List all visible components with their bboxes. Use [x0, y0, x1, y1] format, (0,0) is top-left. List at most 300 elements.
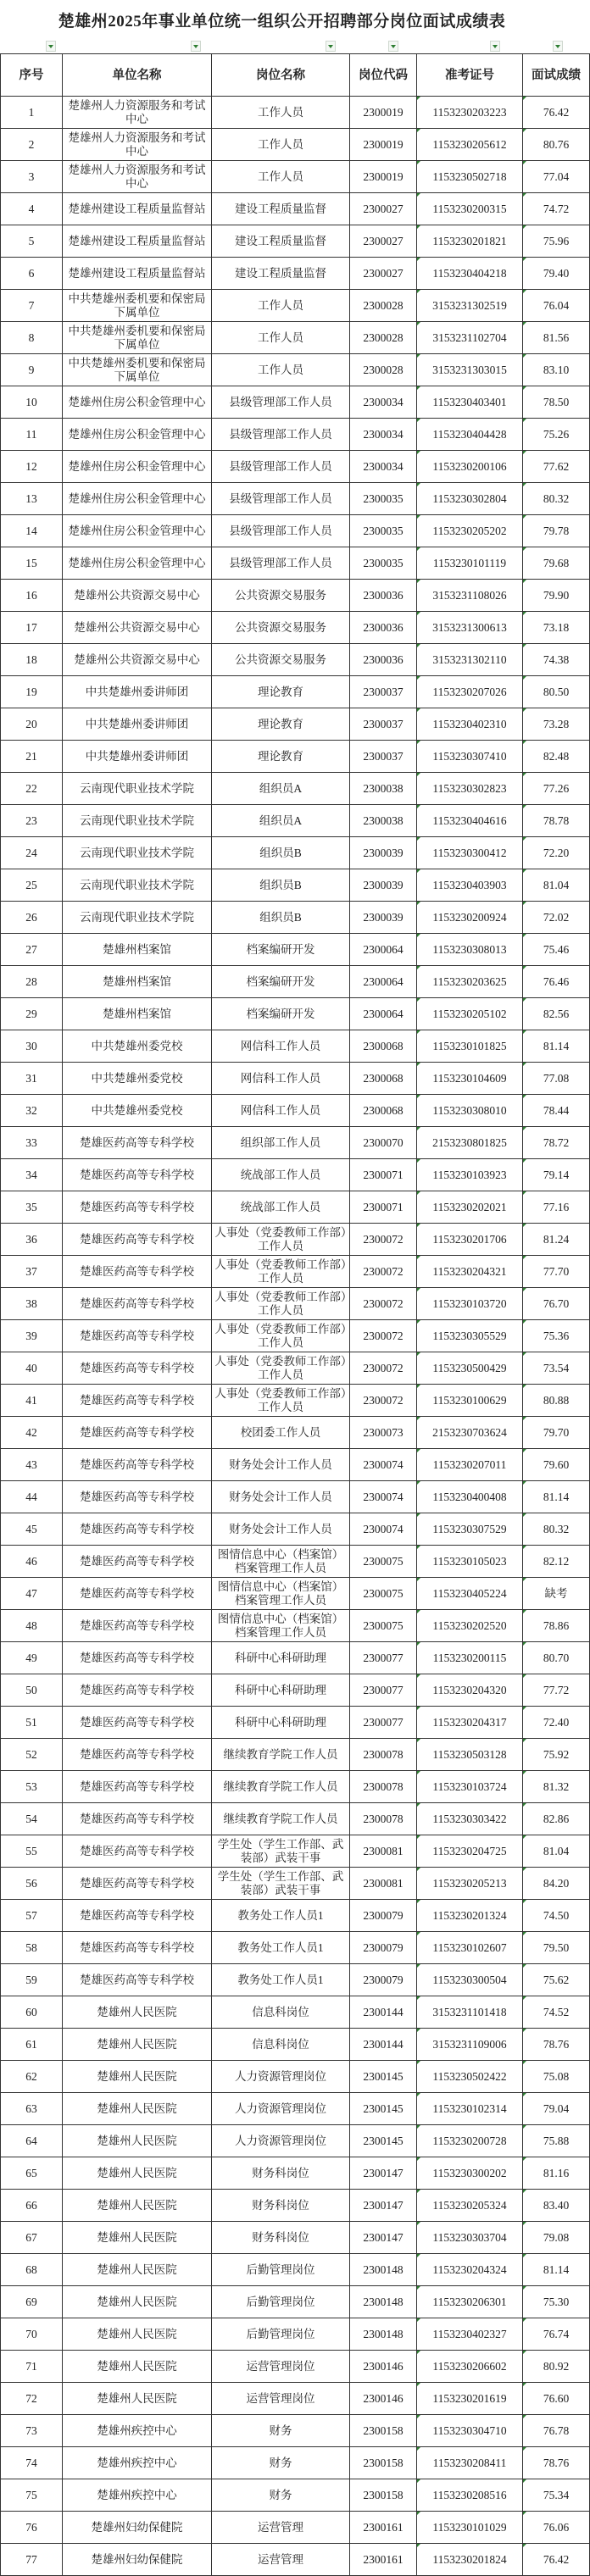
cell-ticket-number[interactable]: 1153230100629	[417, 1385, 523, 1417]
cell-position-code[interactable]: 2300036	[350, 644, 417, 676]
cell-ticket-number[interactable]: 3153231101418	[417, 1996, 523, 2029]
cell-position-code[interactable]: 2300039	[350, 869, 417, 902]
cell-index[interactable]: 7	[1, 290, 63, 322]
cell-index[interactable]: 18	[1, 644, 63, 676]
cell-score[interactable]: 76.60	[523, 2383, 590, 2415]
cell-position-name[interactable]: 财务处会计工作人员	[212, 1513, 350, 1546]
cell-position-code[interactable]: 2300161	[350, 2512, 417, 2544]
filter-dropdown-icon[interactable]	[553, 41, 563, 52]
cell-score[interactable]: 77.16	[523, 1191, 590, 1224]
cell-position-code[interactable]: 2300144	[350, 2029, 417, 2061]
cell-unit-name[interactable]: 楚雄州人民医院	[63, 2029, 212, 2061]
cell-score[interactable]: 77.72	[523, 1674, 590, 1707]
cell-unit-name[interactable]: 楚雄州人民医院	[63, 2286, 212, 2318]
cell-unit-name[interactable]: 楚雄州人民医院	[63, 2222, 212, 2254]
cell-ticket-number[interactable]: 1153230404428	[417, 419, 523, 451]
cell-position-code[interactable]: 2300036	[350, 580, 417, 612]
cell-score[interactable]: 75.30	[523, 2286, 590, 2318]
cell-position-name[interactable]: 财务科岗位	[212, 2157, 350, 2190]
cell-index[interactable]: 50	[1, 1674, 63, 1707]
cell-position-code[interactable]: 2300081	[350, 1835, 417, 1868]
cell-index[interactable]: 76	[1, 2512, 63, 2544]
col-header-position-code[interactable]: 岗位代码	[350, 54, 417, 97]
cell-index[interactable]: 19	[1, 676, 63, 708]
cell-unit-name[interactable]: 楚雄医药高等专科学校	[63, 1320, 212, 1352]
filter-dropdown-icon[interactable]	[326, 41, 336, 52]
cell-score[interactable]: 81.04	[523, 869, 590, 902]
cell-position-code[interactable]: 2300078	[350, 1739, 417, 1771]
cell-position-code[interactable]: 2300072	[350, 1224, 417, 1256]
cell-unit-name[interactable]: 楚雄州档案馆	[63, 966, 212, 998]
cell-ticket-number[interactable]: 1153230304710	[417, 2415, 523, 2447]
cell-position-code[interactable]: 2300079	[350, 1932, 417, 1964]
cell-index[interactable]: 34	[1, 1159, 63, 1191]
cell-index[interactable]: 41	[1, 1385, 63, 1417]
cell-ticket-number[interactable]: 1153230205213	[417, 1868, 523, 1900]
cell-score[interactable]: 77.70	[523, 1256, 590, 1288]
cell-ticket-number[interactable]: 1153230403903	[417, 869, 523, 902]
cell-position-code[interactable]: 2300145	[350, 2093, 417, 2125]
cell-unit-name[interactable]: 楚雄州妇幼保健院	[63, 2512, 212, 2544]
cell-position-name[interactable]: 建设工程质量监督	[212, 193, 350, 225]
cell-score[interactable]: 80.70	[523, 1642, 590, 1674]
cell-ticket-number[interactable]: 1153230200728	[417, 2125, 523, 2157]
cell-position-code[interactable]: 2300070	[350, 1127, 417, 1159]
cell-unit-name[interactable]: 楚雄州公共资源交易中心	[63, 644, 212, 676]
cell-index[interactable]: 39	[1, 1320, 63, 1352]
cell-position-code[interactable]: 2300035	[350, 547, 417, 580]
cell-ticket-number[interactable]: 1153230308013	[417, 934, 523, 966]
cell-position-code[interactable]: 2300037	[350, 741, 417, 773]
cell-score[interactable]: 80.88	[523, 1385, 590, 1417]
cell-position-code[interactable]: 2300078	[350, 1771, 417, 1803]
cell-unit-name[interactable]: 云南现代职业技术学院	[63, 837, 212, 869]
cell-score[interactable]: 81.04	[523, 1835, 590, 1868]
cell-position-code[interactable]: 2300064	[350, 966, 417, 998]
cell-position-code[interactable]: 2300073	[350, 1417, 417, 1449]
cell-position-code[interactable]: 2300028	[350, 290, 417, 322]
cell-index[interactable]: 56	[1, 1868, 63, 1900]
col-header-unit[interactable]: 单位名称	[63, 54, 212, 97]
cell-score[interactable]: 76.46	[523, 966, 590, 998]
cell-score[interactable]: 79.04	[523, 2093, 590, 2125]
cell-index[interactable]: 20	[1, 708, 63, 741]
cell-position-code[interactable]: 2300072	[350, 1320, 417, 1352]
cell-position-name[interactable]: 校团委工作人员	[212, 1417, 350, 1449]
cell-ticket-number[interactable]: 1153230204317	[417, 1707, 523, 1739]
cell-index[interactable]: 32	[1, 1095, 63, 1127]
cell-position-name[interactable]: 组织员B	[212, 869, 350, 902]
cell-unit-name[interactable]: 楚雄州建设工程质量监督站	[63, 225, 212, 258]
cell-score[interactable]: 74.72	[523, 193, 590, 225]
cell-score[interactable]: 76.04	[523, 290, 590, 322]
cell-ticket-number[interactable]: 1153230101825	[417, 1030, 523, 1063]
cell-index[interactable]: 43	[1, 1449, 63, 1481]
cell-unit-name[interactable]: 楚雄医药高等专科学校	[63, 1771, 212, 1803]
cell-position-code[interactable]: 2300075	[350, 1610, 417, 1642]
cell-position-code[interactable]: 2300027	[350, 258, 417, 290]
cell-ticket-number[interactable]: 1153230300412	[417, 837, 523, 869]
cell-index[interactable]: 57	[1, 1900, 63, 1932]
cell-position-name[interactable]: 教务处工作人员1	[212, 1932, 350, 1964]
cell-position-code[interactable]: 2300038	[350, 773, 417, 805]
cell-unit-name[interactable]: 中共楚雄州委党校	[63, 1030, 212, 1063]
cell-position-name[interactable]: 运营管理	[212, 2544, 350, 2576]
cell-ticket-number[interactable]: 3153231300613	[417, 612, 523, 644]
cell-score[interactable]: 75.46	[523, 934, 590, 966]
cell-unit-name[interactable]: 楚雄医药高等专科学校	[63, 1964, 212, 1996]
cell-index[interactable]: 60	[1, 1996, 63, 2029]
cell-score[interactable]: 75.34	[523, 2479, 590, 2512]
cell-index[interactable]: 54	[1, 1803, 63, 1835]
cell-position-name[interactable]: 组织员B	[212, 837, 350, 869]
cell-position-name[interactable]: 教务处工作人员1	[212, 1964, 350, 1996]
cell-unit-name[interactable]: 楚雄医药高等专科学校	[63, 1481, 212, 1513]
cell-index[interactable]: 74	[1, 2447, 63, 2479]
cell-score[interactable]: 78.76	[523, 2029, 590, 2061]
cell-ticket-number[interactable]: 1153230206602	[417, 2351, 523, 2383]
cell-unit-name[interactable]: 楚雄医药高等专科学校	[63, 1932, 212, 1964]
cell-index[interactable]: 15	[1, 547, 63, 580]
cell-position-code[interactable]: 2300035	[350, 483, 417, 515]
cell-position-name[interactable]: 财务	[212, 2415, 350, 2447]
cell-position-code[interactable]: 2300028	[350, 354, 417, 386]
cell-unit-name[interactable]: 楚雄医药高等专科学校	[63, 1835, 212, 1868]
cell-unit-name[interactable]: 楚雄州住房公积金管理中心	[63, 483, 212, 515]
cell-index[interactable]: 66	[1, 2190, 63, 2222]
cell-ticket-number[interactable]: 1153230300202	[417, 2157, 523, 2190]
cell-position-code[interactable]: 2300146	[350, 2351, 417, 2383]
cell-ticket-number[interactable]: 1153230103720	[417, 1288, 523, 1320]
cell-position-code[interactable]: 2300039	[350, 837, 417, 869]
cell-position-name[interactable]: 工作人员	[212, 97, 350, 129]
cell-index[interactable]: 49	[1, 1642, 63, 1674]
cell-position-name[interactable]: 人力资源管理岗位	[212, 2061, 350, 2093]
cell-ticket-number[interactable]: 1153230102607	[417, 1932, 523, 1964]
cell-score[interactable]: 77.04	[523, 161, 590, 193]
cell-position-name[interactable]: 县级管理部工作人员	[212, 515, 350, 547]
cell-unit-name[interactable]: 云南现代职业技术学院	[63, 773, 212, 805]
col-header-index[interactable]: 序号	[1, 54, 63, 97]
cell-ticket-number[interactable]: 3153231108026	[417, 580, 523, 612]
cell-ticket-number[interactable]: 1153230201824	[417, 2544, 523, 2576]
cell-position-code[interactable]: 2300148	[350, 2286, 417, 2318]
cell-score[interactable]: 80.76	[523, 129, 590, 161]
cell-index[interactable]: 26	[1, 902, 63, 934]
cell-unit-name[interactable]: 楚雄医药高等专科学校	[63, 1803, 212, 1835]
cell-score[interactable]: 73.54	[523, 1352, 590, 1385]
cell-position-code[interactable]: 2300068	[350, 1030, 417, 1063]
cell-position-code[interactable]: 2300034	[350, 419, 417, 451]
cell-ticket-number[interactable]: 1153230101119	[417, 547, 523, 580]
cell-position-name[interactable]: 科研中心科研助理	[212, 1674, 350, 1707]
filter-dropdown-icon[interactable]	[388, 41, 398, 52]
cell-ticket-number[interactable]: 1153230104609	[417, 1063, 523, 1095]
cell-position-name[interactable]: 后勤管理岗位	[212, 2318, 350, 2351]
cell-unit-name[interactable]: 楚雄州住房公积金管理中心	[63, 386, 212, 419]
cell-position-name[interactable]: 运营管理	[212, 2512, 350, 2544]
cell-position-name[interactable]: 后勤管理岗位	[212, 2286, 350, 2318]
cell-score[interactable]: 76.42	[523, 2544, 590, 2576]
cell-index[interactable]: 53	[1, 1771, 63, 1803]
cell-index[interactable]: 8	[1, 322, 63, 354]
cell-position-code[interactable]: 2300064	[350, 934, 417, 966]
cell-index[interactable]: 72	[1, 2383, 63, 2415]
cell-position-name[interactable]: 财务	[212, 2479, 350, 2512]
cell-position-name[interactable]: 县级管理部工作人员	[212, 547, 350, 580]
cell-score[interactable]: 78.76	[523, 2447, 590, 2479]
cell-position-code[interactable]: 2300147	[350, 2157, 417, 2190]
cell-unit-name[interactable]: 楚雄州人民医院	[63, 2351, 212, 2383]
cell-position-name[interactable]: 财务	[212, 2447, 350, 2479]
cell-unit-name[interactable]: 中共楚雄州委机要和保密局下属单位	[63, 322, 212, 354]
cell-ticket-number[interactable]: 1153230201619	[417, 2383, 523, 2415]
cell-position-code[interactable]: 2300072	[350, 1256, 417, 1288]
cell-position-name[interactable]: 统战部工作人员	[212, 1191, 350, 1224]
cell-index[interactable]: 9	[1, 354, 63, 386]
cell-position-name[interactable]: 人力资源管理岗位	[212, 2093, 350, 2125]
cell-position-code[interactable]: 2300077	[350, 1674, 417, 1707]
cell-ticket-number[interactable]: 1153230503128	[417, 1739, 523, 1771]
cell-position-name[interactable]: 统战部工作人员	[212, 1159, 350, 1191]
cell-index[interactable]: 42	[1, 1417, 63, 1449]
cell-ticket-number[interactable]: 1153230403401	[417, 386, 523, 419]
cell-index[interactable]: 13	[1, 483, 63, 515]
cell-position-code[interactable]: 2300072	[350, 1288, 417, 1320]
cell-index[interactable]: 5	[1, 225, 63, 258]
cell-ticket-number[interactable]: 1153230207026	[417, 676, 523, 708]
cell-unit-name[interactable]: 楚雄州人民医院	[63, 2157, 212, 2190]
cell-score[interactable]: 80.32	[523, 1513, 590, 1546]
cell-position-name[interactable]: 档案编研开发	[212, 966, 350, 998]
cell-index[interactable]: 37	[1, 1256, 63, 1288]
cell-unit-name[interactable]: 楚雄州住房公积金管理中心	[63, 419, 212, 451]
cell-ticket-number[interactable]: 2153230801825	[417, 1127, 523, 1159]
cell-index[interactable]: 28	[1, 966, 63, 998]
cell-position-name[interactable]: 科研中心科研助理	[212, 1707, 350, 1739]
cell-ticket-number[interactable]: 1153230302804	[417, 483, 523, 515]
cell-unit-name[interactable]: 楚雄医药高等专科学校	[63, 1642, 212, 1674]
cell-ticket-number[interactable]: 1153230203223	[417, 97, 523, 129]
cell-position-code[interactable]: 2300037	[350, 708, 417, 741]
cell-unit-name[interactable]: 楚雄州人力资源服务和考试中心	[63, 129, 212, 161]
cell-ticket-number[interactable]: 3153231303015	[417, 354, 523, 386]
cell-index[interactable]: 24	[1, 837, 63, 869]
cell-position-code[interactable]: 2300039	[350, 902, 417, 934]
cell-position-code[interactable]: 2300158	[350, 2415, 417, 2447]
cell-ticket-number[interactable]: 1153230303704	[417, 2222, 523, 2254]
cell-unit-name[interactable]: 中共楚雄州委党校	[63, 1095, 212, 1127]
cell-unit-name[interactable]: 楚雄州档案馆	[63, 998, 212, 1030]
cell-unit-name[interactable]: 楚雄医药高等专科学校	[63, 1610, 212, 1642]
cell-unit-name[interactable]: 楚雄医药高等专科学校	[63, 1224, 212, 1256]
cell-position-name[interactable]: 网信科工作人员	[212, 1030, 350, 1063]
cell-unit-name[interactable]: 中共楚雄州委机要和保密局下属单位	[63, 290, 212, 322]
cell-unit-name[interactable]: 楚雄医药高等专科学校	[63, 1900, 212, 1932]
cell-position-name[interactable]: 公共资源交易服务	[212, 612, 350, 644]
cell-score[interactable]: 83.10	[523, 354, 590, 386]
cell-index[interactable]: 30	[1, 1030, 63, 1063]
cell-ticket-number[interactable]: 1153230202520	[417, 1610, 523, 1642]
cell-score[interactable]: 80.92	[523, 2351, 590, 2383]
cell-score[interactable]: 79.50	[523, 1932, 590, 1964]
cell-index[interactable]: 55	[1, 1835, 63, 1868]
cell-index[interactable]: 29	[1, 998, 63, 1030]
cell-ticket-number[interactable]: 1153230300504	[417, 1964, 523, 1996]
cell-unit-name[interactable]: 云南现代职业技术学院	[63, 869, 212, 902]
cell-position-name[interactable]: 档案编研开发	[212, 998, 350, 1030]
cell-unit-name[interactable]: 楚雄医药高等专科学校	[63, 1127, 212, 1159]
cell-unit-name[interactable]: 楚雄医药高等专科学校	[63, 1288, 212, 1320]
cell-score[interactable]: 82.56	[523, 998, 590, 1030]
cell-index[interactable]: 14	[1, 515, 63, 547]
cell-position-name[interactable]: 人事处（党委教师工作部）工作人员	[212, 1224, 350, 1256]
cell-unit-name[interactable]: 中共楚雄州委党校	[63, 1063, 212, 1095]
cell-ticket-number[interactable]: 1153230502422	[417, 2061, 523, 2093]
cell-index[interactable]: 52	[1, 1739, 63, 1771]
cell-index[interactable]: 77	[1, 2544, 63, 2576]
cell-position-code[interactable]: 2300144	[350, 1996, 417, 2029]
cell-position-code[interactable]: 2300075	[350, 1578, 417, 1610]
cell-unit-name[interactable]: 楚雄医药高等专科学校	[63, 1449, 212, 1481]
col-header-position[interactable]: 岗位名称	[212, 54, 350, 97]
cell-position-name[interactable]: 理论教育	[212, 676, 350, 708]
cell-score[interactable]: 77.08	[523, 1063, 590, 1095]
cell-ticket-number[interactable]: 3153231109006	[417, 2029, 523, 2061]
cell-position-code[interactable]: 2300037	[350, 676, 417, 708]
cell-unit-name[interactable]: 楚雄州人民医院	[63, 2383, 212, 2415]
cell-ticket-number[interactable]: 1153230103923	[417, 1159, 523, 1191]
cell-unit-name[interactable]: 楚雄州人民医院	[63, 1996, 212, 2029]
cell-index[interactable]: 59	[1, 1964, 63, 1996]
cell-index[interactable]: 17	[1, 612, 63, 644]
cell-position-name[interactable]: 信息科岗位	[212, 2029, 350, 2061]
cell-score[interactable]: 73.28	[523, 708, 590, 741]
cell-position-name[interactable]: 公共资源交易服务	[212, 644, 350, 676]
cell-unit-name[interactable]: 楚雄州妇幼保健院	[63, 2544, 212, 2576]
cell-score[interactable]: 75.96	[523, 225, 590, 258]
cell-index[interactable]: 10	[1, 386, 63, 419]
cell-position-code[interactable]: 2300074	[350, 1449, 417, 1481]
cell-unit-name[interactable]: 中共楚雄州委讲师团	[63, 741, 212, 773]
cell-position-name[interactable]: 财务科岗位	[212, 2190, 350, 2222]
cell-position-name[interactable]: 工作人员	[212, 129, 350, 161]
cell-score[interactable]: 76.74	[523, 2318, 590, 2351]
cell-index[interactable]: 27	[1, 934, 63, 966]
cell-ticket-number[interactable]: 1153230205202	[417, 515, 523, 547]
col-header-score[interactable]: 面试成绩	[523, 54, 590, 97]
cell-index[interactable]: 44	[1, 1481, 63, 1513]
cell-position-code[interactable]: 2300145	[350, 2125, 417, 2157]
cell-ticket-number[interactable]: 1153230405224	[417, 1578, 523, 1610]
cell-ticket-number[interactable]: 1153230103724	[417, 1771, 523, 1803]
cell-ticket-number[interactable]: 1153230208516	[417, 2479, 523, 2512]
cell-index[interactable]: 51	[1, 1707, 63, 1739]
cell-position-name[interactable]: 建设工程质量监督	[212, 258, 350, 290]
cell-index[interactable]: 33	[1, 1127, 63, 1159]
cell-position-code[interactable]: 2300148	[350, 2318, 417, 2351]
cell-position-code[interactable]: 2300019	[350, 97, 417, 129]
cell-index[interactable]: 16	[1, 580, 63, 612]
cell-position-name[interactable]: 工作人员	[212, 354, 350, 386]
cell-ticket-number[interactable]: 1153230307410	[417, 741, 523, 773]
cell-position-code[interactable]: 2300161	[350, 2544, 417, 2576]
cell-score[interactable]: 78.86	[523, 1610, 590, 1642]
cell-position-code[interactable]: 2300148	[350, 2254, 417, 2286]
cell-score[interactable]: 74.38	[523, 644, 590, 676]
cell-ticket-number[interactable]: 1153230307529	[417, 1513, 523, 1546]
cell-score[interactable]: 73.18	[523, 612, 590, 644]
cell-score[interactable]: 78.44	[523, 1095, 590, 1127]
cell-position-name[interactable]: 理论教育	[212, 708, 350, 741]
cell-position-name[interactable]: 后勤管理岗位	[212, 2254, 350, 2286]
cell-score[interactable]: 80.50	[523, 676, 590, 708]
cell-ticket-number[interactable]: 1153230205612	[417, 129, 523, 161]
cell-index[interactable]: 68	[1, 2254, 63, 2286]
cell-ticket-number[interactable]: 1153230404218	[417, 258, 523, 290]
cell-ticket-number[interactable]: 2153230703624	[417, 1417, 523, 1449]
cell-position-code[interactable]: 2300019	[350, 161, 417, 193]
cell-score[interactable]: 75.62	[523, 1964, 590, 1996]
cell-position-name[interactable]: 财务处会计工作人员	[212, 1449, 350, 1481]
cell-score[interactable]: 72.02	[523, 902, 590, 934]
cell-unit-name[interactable]: 楚雄医药高等专科学校	[63, 1385, 212, 1417]
filter-dropdown-icon[interactable]	[46, 41, 56, 52]
cell-index[interactable]: 22	[1, 773, 63, 805]
cell-position-code[interactable]: 2300035	[350, 515, 417, 547]
cell-index[interactable]: 47	[1, 1578, 63, 1610]
cell-unit-name[interactable]: 楚雄医药高等专科学校	[63, 1159, 212, 1191]
cell-ticket-number[interactable]: 1153230105023	[417, 1546, 523, 1578]
cell-index[interactable]: 31	[1, 1063, 63, 1095]
cell-ticket-number[interactable]: 1153230204324	[417, 2254, 523, 2286]
cell-index[interactable]: 65	[1, 2157, 63, 2190]
cell-ticket-number[interactable]: 1153230302823	[417, 773, 523, 805]
cell-position-code[interactable]: 2300038	[350, 805, 417, 837]
cell-position-code[interactable]: 2300036	[350, 612, 417, 644]
cell-position-name[interactable]: 人事处（党委教师工作部）工作人员	[212, 1352, 350, 1385]
cell-score[interactable]: 75.92	[523, 1739, 590, 1771]
cell-position-name[interactable]: 继续教育学院工作人员	[212, 1803, 350, 1835]
cell-position-name[interactable]: 组织员A	[212, 773, 350, 805]
cell-position-code[interactable]: 2300019	[350, 129, 417, 161]
cell-position-name[interactable]: 继续教育学院工作人员	[212, 1771, 350, 1803]
cell-score[interactable]: 79.78	[523, 515, 590, 547]
cell-position-name[interactable]: 图情信息中心（档案馆）档案管理工作人员	[212, 1546, 350, 1578]
cell-score[interactable]: 84.20	[523, 1868, 590, 1900]
cell-unit-name[interactable]: 楚雄州建设工程质量监督站	[63, 193, 212, 225]
cell-ticket-number[interactable]: 1153230102314	[417, 2093, 523, 2125]
cell-ticket-number[interactable]: 1153230402327	[417, 2318, 523, 2351]
cell-index[interactable]: 45	[1, 1513, 63, 1546]
cell-position-name[interactable]: 人力资源管理岗位	[212, 2125, 350, 2157]
cell-score[interactable]: 79.40	[523, 258, 590, 290]
cell-score[interactable]: 83.40	[523, 2190, 590, 2222]
cell-position-name[interactable]: 教务处工作人员1	[212, 1900, 350, 1932]
cell-ticket-number[interactable]: 1153230205324	[417, 2190, 523, 2222]
cell-position-code[interactable]: 2300068	[350, 1063, 417, 1095]
cell-score[interactable]: 74.50	[523, 1900, 590, 1932]
cell-position-code[interactable]: 2300034	[350, 386, 417, 419]
cell-score[interactable]: 78.78	[523, 805, 590, 837]
cell-index[interactable]: 1	[1, 97, 63, 129]
cell-index[interactable]: 61	[1, 2029, 63, 2061]
cell-unit-name[interactable]: 楚雄医药高等专科学校	[63, 1256, 212, 1288]
cell-position-name[interactable]: 运营管理岗位	[212, 2383, 350, 2415]
cell-position-name[interactable]: 档案编研开发	[212, 934, 350, 966]
cell-ticket-number[interactable]: 1153230200106	[417, 451, 523, 483]
cell-score[interactable]: 74.52	[523, 1996, 590, 2029]
